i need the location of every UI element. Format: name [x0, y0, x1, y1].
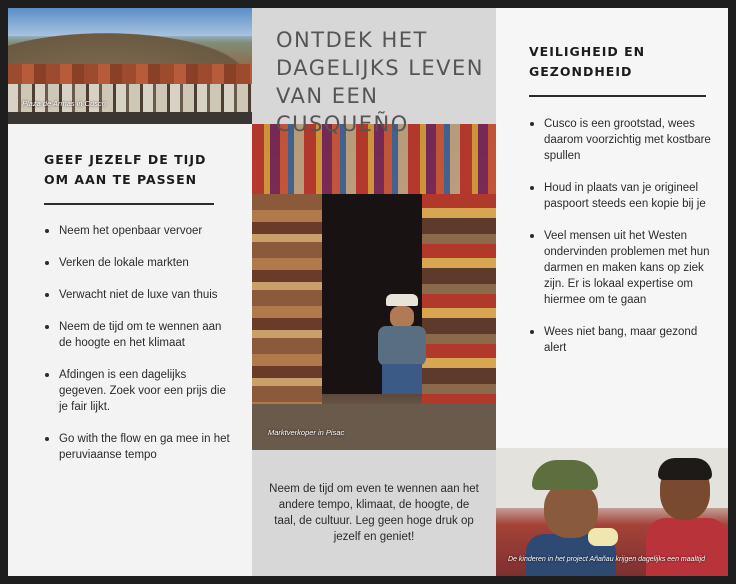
list-item: Neem de tijd om te wennen aan de hoogte en het klimaat: [44, 319, 234, 351]
list-item: Veel mensen uit het Westen ondervinden problemen met hun darmen en maken kans op ziek zijn. Er is lokaal expertise om hiermee om te gaan: [529, 228, 714, 308]
list-item: Verken de lokale markten: [44, 255, 234, 271]
list-item: Wees niet bang, maar gezond alert: [529, 324, 714, 356]
list-item: Neem het openbaar vervoer: [44, 223, 234, 239]
kids-caption: De kinderen in het project Añañau krijgen dagelijks een maaltijd: [508, 556, 706, 563]
list-item: Go with the flow en ga mee in het peruviaanse tempo: [44, 431, 234, 463]
left-divider: [44, 203, 214, 205]
left-section-title: GEEF JEZELF DE TIJD OM AAN TE PASSEN: [44, 152, 207, 187]
right-section-title: VEILIGHEID EN GEZONDHEID: [529, 44, 646, 79]
market-photo: [252, 124, 496, 450]
right-list: [529, 116, 714, 372]
middle-quote: Neem de tijd om even te wennen aan het andere tempo, klimaat, de hoogte, de taal, de cultuur. Leg geen hoge druk op jezelf en geniet!: [269, 483, 479, 543]
left-list: [44, 223, 234, 463]
page-title: ONTDEK HET DAGELIJKS LEVEN VAN EEN CUSQUEÑO: [276, 28, 485, 136]
plaza-caption: Plaza de Armas in Cusco: [22, 99, 106, 108]
list-item: Afdingen is een dagelijks gegeven. Zoek voor een prijs die je fair lijkt.: [44, 367, 234, 415]
right-divider: [529, 95, 706, 97]
list-item: Houd in plaats van je origineel paspoort steeds een kopie bij je: [529, 180, 714, 212]
market-caption: Marktverkoper in Pisac: [268, 428, 345, 437]
list-item: Cusco is een grootstad, wees daarom voorzichtig met kostbare spullen: [529, 116, 714, 164]
list-item: Verwacht niet de luxe van thuis: [44, 287, 234, 303]
